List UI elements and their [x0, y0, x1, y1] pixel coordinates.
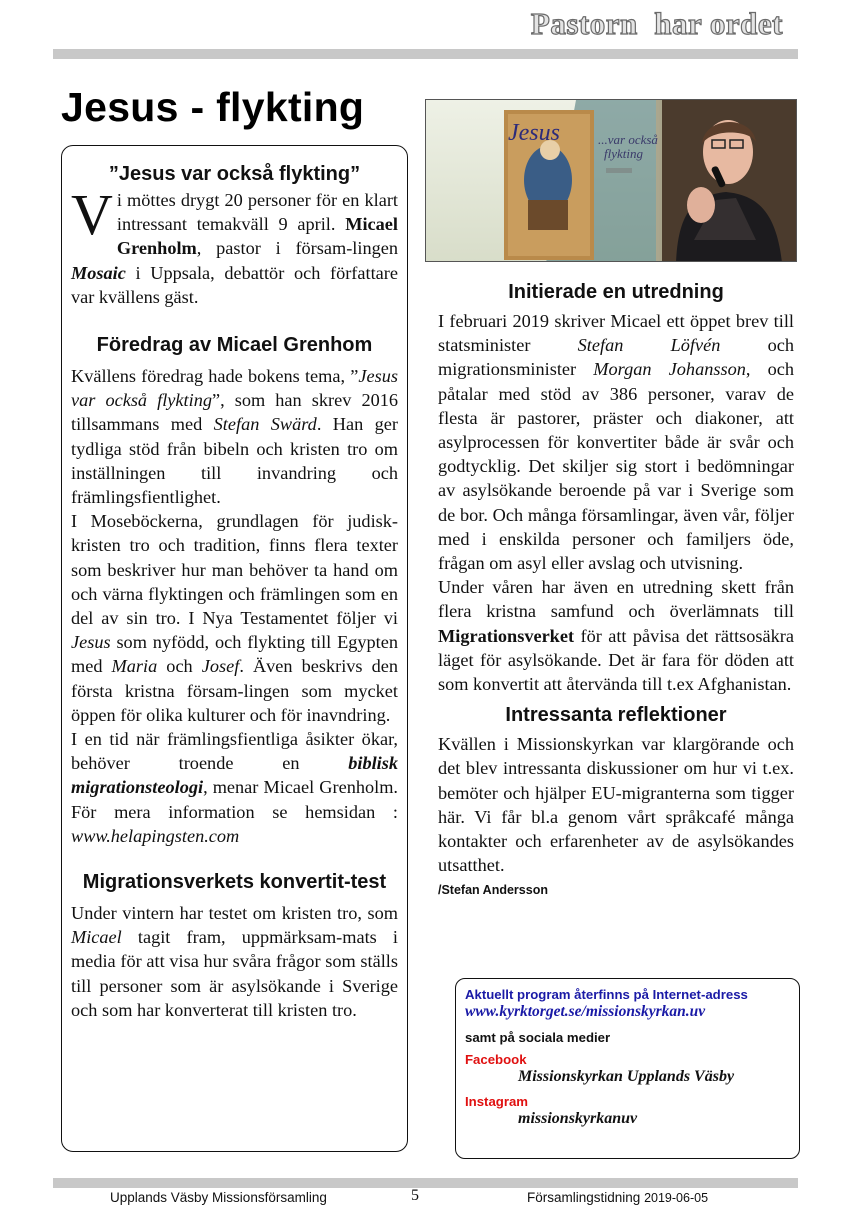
website-link[interactable]: www.helapingsten.com: [71, 825, 240, 846]
section-heading-foredrag: Föredrag av Micael Grenhom: [96, 334, 373, 357]
right-article-column: [438, 279, 794, 897]
facebook-label: Facebook: [465, 1052, 527, 1067]
event-photo: [425, 99, 797, 262]
utredning-paragraph-2: Under våren har även en utredning skett från flera kristna samfund och överlämnats till Migrationsverket för att påvisa det rättsosäkra läget för asylsökande. Det är fara för döden att som konvertit att återvända till t.ex Afghanistan.: [438, 577, 794, 695]
author-signature: /Stefan Andersson: [438, 883, 548, 898]
foredrag-paragraph-1: Kvällens föredrag hade bokens tema, ”Jesus var också flykting”, som han skrev 2016 tillsammans med Stefan Swärd. Han ger tydliga stöd från bibeln och kristen tro om inställningen till invandring och främlingsfientlighet.: [71, 366, 399, 508]
book-cover-subtitle-1: ...var också: [598, 132, 658, 147]
coauthor-name: Stefan Swärd: [213, 414, 317, 435]
article-title: Jesus - flykting: [61, 84, 365, 130]
event-photo-image: [426, 100, 797, 262]
book-cover-subtitle-2: flykting: [604, 146, 643, 161]
instagram-handle[interactable]: missionskyrkanuv: [518, 1110, 638, 1127]
program-intro: Aktuellt program återfinns på Internet-adress: [465, 987, 748, 1002]
quote-heading: ”Jesus var också flykting”: [108, 163, 361, 185]
program-info-box: [455, 978, 800, 1159]
section-heading-utredning: Initierade en utredning: [508, 281, 724, 303]
bottom-divider: [53, 1178, 798, 1188]
utredning-paragraph-1: I februari 2019 skriver Micael ett öppet brev till statsminister Stefan Löfvén och migrationsminister Morgan Johansson, och påtalar med stöd av 386 personer, varav de flesta är pastorer, präster och diakoner, att asylprocessen för konvertiter både är svår och godtycklig. Det skiljer sig stort i bedömningar av asylsökande beroende på var i Sverige som de bor. Och många församlingar, även vår, följer med i enskilda personer och familjers öde, frågan om asyl eller avslag och utvisning.: [438, 311, 794, 574]
footer-publication: Församlingstidning 2019-06-05: [527, 1190, 709, 1205]
facebook-handle[interactable]: Missionskyrkan Upplands Väsby: [518, 1068, 735, 1085]
reflektioner-paragraph: Kvällen i Missionskyrkan var klargörande och det blev intressanta diskussioner om hur vi t.ex. bemöter och hjälper EU-migranterna som tigger här. Vi får bl.a genom vårt språkcafé många kontakter och erfarenheter av de asylsökandes utsatthet.: [438, 734, 794, 876]
section-title: Pastorn har ordet: [530, 6, 783, 41]
section-heading-reflektioner: Intressanta reflektioner: [505, 704, 727, 727]
section-heading-konvertittest: Migrationsverkets konvertit-test: [82, 871, 387, 894]
drop-cap: V: [71, 182, 113, 247]
program-website-link[interactable]: www.kyrktorget.se/missionskyrkan.uv: [465, 1003, 706, 1020]
konvertittest-paragraph: Under vintern har testet om kristen tro, som Micael tagit fram, uppmärksam-mats i media för att visa hur svåra frågor som ställs till personer som är asylsökande i Sverige och som har konverterat till kristen tro.: [71, 903, 398, 1020]
book-title: Jesus var också flykting: [71, 366, 398, 411]
instagram-label: Instagram: [465, 1094, 529, 1109]
church-name: Mosaic: [71, 262, 126, 283]
top-divider: [53, 49, 798, 59]
foredrag-paragraph-3: I en tid när främlingsfientliga åsikter ökar, behöver troende en biblisk migrationsteologi, menar Micael Grenholm. För mera information se hemsidan : www.helapingsten.com: [71, 729, 398, 846]
foredrag-paragraph-2: I Moseböckerna, grundlagen för judisk-kristen tro och tradition, finns flera texter som beskriver hur man behöver ta hand om och värna flyktingen och främlingen som en del av sin tro. I Nya Testamentet följer vi Jesus som nyfödd, och flykting till Egypten med Maria och Josef. Även beskrivs den första kristna försam-lingen som mycket öppen för olika kulturer och för inavndring.: [71, 511, 398, 725]
footer-congregation: Upplands Väsby Missionsförsamling: [110, 1190, 327, 1205]
speaker-name: Micael Grenholm: [116, 214, 398, 259]
page-number: 5: [411, 1187, 419, 1204]
intro-paragraph: Vi möttes drygt 20 personer för en klart intressant temakväll 9 april. Micael Grenholm, pastor i försam-lingen Mosaic i Uppsala, debattör och författare var kvällens gäst.: [71, 182, 398, 307]
publication-date: 2019-06-05: [644, 1191, 709, 1205]
key-term: biblisk migrationsteologi: [71, 753, 398, 798]
book-cover-title: Jesus: [508, 120, 560, 146]
social-media-label: samt på sociala medier: [465, 1030, 611, 1045]
left-article-box: [61, 145, 408, 1152]
